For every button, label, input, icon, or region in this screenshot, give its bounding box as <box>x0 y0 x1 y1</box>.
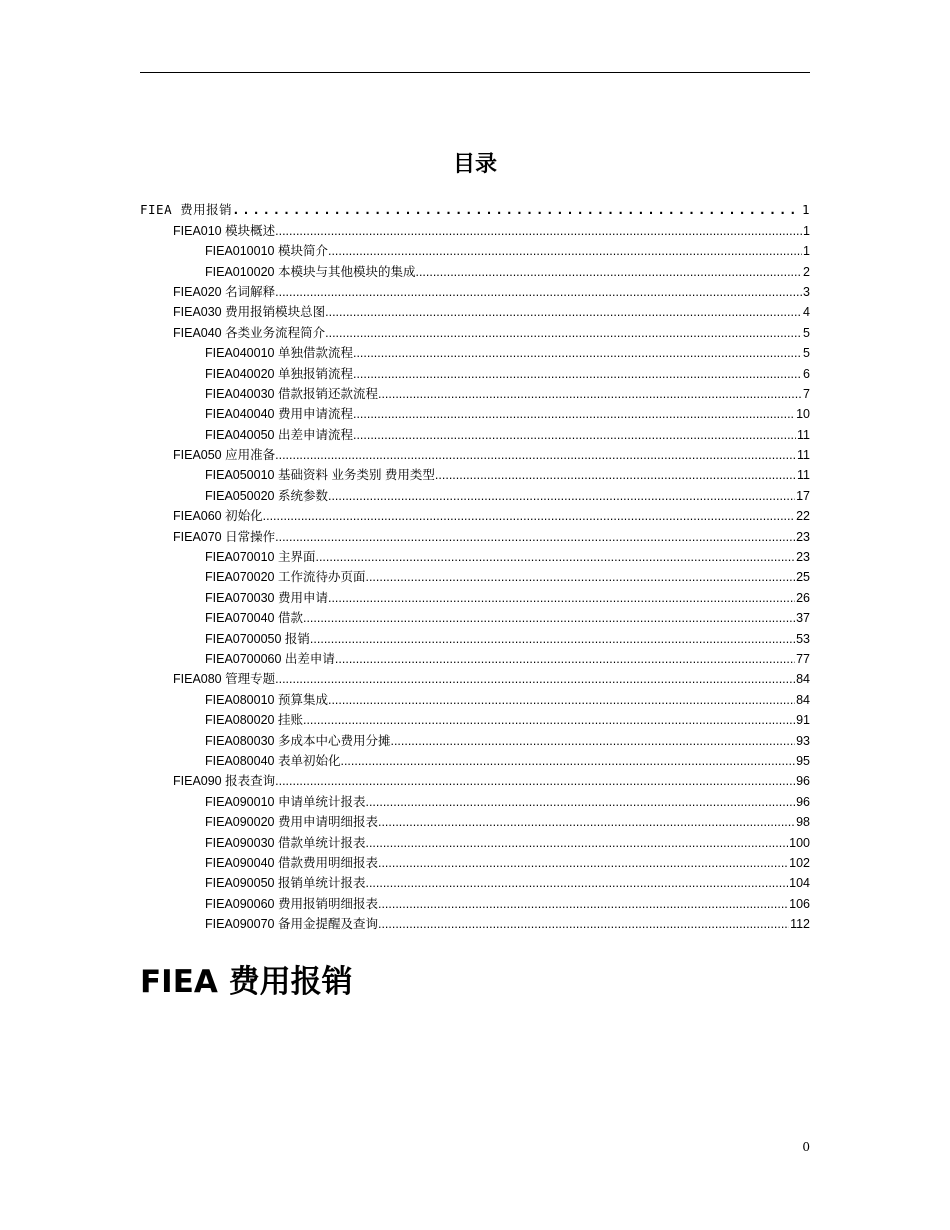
toc-dot-leader <box>353 425 796 445</box>
toc-entry-page: 6 <box>803 366 810 381</box>
toc-entry-title: FIEA070020 工作流待办页面 <box>205 570 366 585</box>
toc-entry[interactable] <box>140 363 810 383</box>
toc-dot-leader <box>325 323 802 343</box>
toc-entry[interactable] <box>140 751 810 771</box>
toc-entry-page: 93 <box>796 733 810 748</box>
toc-entry[interactable] <box>140 465 810 485</box>
toc-entry-title: FIEA080010 预算集成 <box>205 692 328 707</box>
toc-entry[interactable] <box>140 730 810 750</box>
toc-entry-title: FIEA040050 出差申请流程 <box>205 427 353 442</box>
toc-entry[interactable] <box>140 261 810 281</box>
toc-entry-title: FIEA040040 费用申请流程 <box>205 407 353 422</box>
toc-dot-leader <box>353 404 795 424</box>
toc-entry-title: FIEA070040 借款 <box>205 611 303 626</box>
toc-entry-title: FIEA090050 报销单统计报表 <box>205 876 366 891</box>
toc-dot-leader <box>390 731 795 751</box>
toc-entry[interactable] <box>140 689 810 709</box>
toc-dot-leader <box>325 302 802 322</box>
toc-entry-title: FIEA010010 模块简介 <box>205 244 328 259</box>
toc-entry-page: 104 <box>789 876 810 891</box>
toc-entry-page: 106 <box>789 896 810 911</box>
toc-dot-leader <box>328 588 795 608</box>
toc-entry[interactable] <box>140 914 810 934</box>
toc-entry-page: 96 <box>796 774 810 789</box>
toc-dot-leader <box>415 262 802 282</box>
toc-entry[interactable] <box>140 404 810 424</box>
toc-entry[interactable] <box>140 608 810 628</box>
toc-dot-leader <box>378 812 795 832</box>
toc-entry-page: 1 <box>803 244 810 259</box>
toc-entry-page: 53 <box>796 631 810 646</box>
toc-entry-page: 96 <box>796 794 810 809</box>
toc-entry[interactable] <box>140 669 810 689</box>
toc-dot-leader <box>275 445 796 465</box>
toc-entry-page: 1 <box>803 223 810 238</box>
toc-entry[interactable] <box>140 587 810 607</box>
toc-entry-title: FIEA040 各类业务流程简介 <box>173 325 326 340</box>
toc-entry-page: 102 <box>789 855 810 870</box>
toc-entry[interactable] <box>140 343 810 363</box>
toc-entry-page: 11 <box>797 468 810 483</box>
toc-entry-page: 17 <box>796 488 810 503</box>
toc-entry[interactable] <box>140 547 810 567</box>
toc-dot-leader <box>275 669 795 689</box>
toc-entry-page: 11 <box>797 448 810 463</box>
toc-entry[interactable] <box>140 485 810 505</box>
toc-entry-title: FIEA050 应用准备 <box>173 448 276 463</box>
section-heading: FIEA 费用报销 <box>140 964 353 1000</box>
toc-dot-leader <box>328 690 795 710</box>
toc-dot-leader <box>275 282 802 302</box>
toc-entry[interactable] <box>140 200 810 220</box>
toc-entry-page: 112 <box>790 917 810 932</box>
toc-entry[interactable] <box>140 445 810 465</box>
toc-entry-page: 26 <box>796 590 810 605</box>
toc-entry-page: 23 <box>796 550 810 565</box>
toc-dot-leader <box>365 792 795 812</box>
toc-entry[interactable] <box>140 282 810 302</box>
toc-entry[interactable] <box>140 526 810 546</box>
toc-entry-title: FIEA070 日常操作 <box>173 529 276 544</box>
toc-entry-page: 2 <box>803 264 810 279</box>
toc-entry[interactable] <box>140 302 810 322</box>
toc-dot-leader <box>275 221 802 241</box>
toc-entry[interactable] <box>140 322 810 342</box>
toc-entry-page: 23 <box>796 529 810 544</box>
toc-entry-title: FIEA060 初始化 <box>173 509 263 524</box>
toc-entry-title: FIEA010020 本模块与其他模块的集成 <box>205 264 416 279</box>
toc-entry-title: FIEA040030 借款报销还款流程 <box>205 386 378 401</box>
toc-entry-title: FIEA040010 单独借款流程 <box>205 346 353 361</box>
toc-entry[interactable] <box>140 853 810 873</box>
toc-dot-leader <box>365 873 788 893</box>
toc-entry-title: FIEA090070 备用金提醒及查询 <box>205 917 378 932</box>
table-of-contents <box>140 200 810 934</box>
toc-entry[interactable] <box>140 628 810 648</box>
toc-entry[interactable] <box>140 220 810 240</box>
toc-dot-leader <box>340 751 795 771</box>
toc-entry[interactable] <box>140 649 810 669</box>
toc-entry-page: 22 <box>796 509 810 524</box>
toc-dot-leader <box>232 200 801 220</box>
toc-entry-title: FIEA080040 表单初始化 <box>205 753 341 768</box>
toc-entry-title: FIEA090 报表查询 <box>173 774 276 789</box>
toc-entry-page: 3 <box>803 284 810 299</box>
toc-entry-title: FIEA080020 挂账 <box>205 713 303 728</box>
toc-entry-title: FIEA080 管理专题 <box>173 672 276 687</box>
toc-entry[interactable] <box>140 567 810 587</box>
toc-entry-page: 77 <box>796 651 810 666</box>
toc-entry[interactable] <box>140 873 810 893</box>
toc-entry-page: 5 <box>803 325 810 340</box>
toc-dot-leader <box>335 649 795 669</box>
toc-entry-title: FIEA080030 多成本中心费用分摊 <box>205 733 391 748</box>
toc-dot-leader <box>365 833 788 853</box>
toc-entry-title: FIEA030 费用报销模块总图 <box>173 305 326 320</box>
toc-entry-page: 37 <box>796 611 810 626</box>
toc-dot-leader <box>303 710 795 730</box>
toc-dot-leader <box>263 506 795 526</box>
toc-entry-title: FIEA070030 费用申请 <box>205 590 328 605</box>
toc-entry-page: 25 <box>796 570 810 585</box>
header-rule <box>140 72 810 73</box>
toc-entry[interactable] <box>140 832 810 852</box>
toc-entry-title: FIEA010 模块概述 <box>173 223 276 238</box>
toc-entry-title: FIEA090060 费用报销明细报表 <box>205 896 378 911</box>
toc-entry-title: FIEA050010 基础资料 业务类别 费用类型 <box>205 468 435 483</box>
toc-entry-page: 4 <box>803 305 810 320</box>
toc-dot-leader <box>328 486 795 506</box>
toc-entry[interactable] <box>140 791 810 811</box>
toc-entry-title: FIEA0700050 报销 <box>205 631 310 646</box>
toc-entry[interactable] <box>140 771 810 791</box>
toc-dot-leader <box>378 894 788 914</box>
toc-dot-leader <box>328 241 802 261</box>
toc-entry-title: FIEA090030 借款单统计报表 <box>205 835 366 850</box>
toc-dot-leader <box>275 527 795 547</box>
toc-dot-leader <box>353 343 802 363</box>
toc-entry-title: FIEA070010 主界面 <box>205 550 316 565</box>
toc-title: 目录 <box>452 152 497 177</box>
toc-dot-leader <box>310 629 795 649</box>
toc-dot-leader <box>378 384 802 404</box>
toc-entry-title: FIEA 费用报销 <box>140 202 233 218</box>
toc-entry-page: 100 <box>789 835 810 850</box>
page-number: 0 <box>802 1140 810 1154</box>
toc-entry-title: FIEA090040 借款费用明细报表 <box>205 855 378 870</box>
toc-entry-title: FIEA0700060 出差申请 <box>205 651 335 666</box>
toc-entry-page: 91 <box>796 713 810 728</box>
toc-dot-leader <box>353 364 802 384</box>
toc-entry-page: 95 <box>796 753 810 768</box>
toc-entry[interactable] <box>140 893 810 913</box>
toc-dot-leader <box>378 853 788 873</box>
toc-dot-leader <box>365 567 795 587</box>
toc-entry-page: 10 <box>796 407 810 422</box>
toc-entry-page: 84 <box>796 692 810 707</box>
toc-entry-page: 98 <box>796 815 810 830</box>
toc-entry[interactable] <box>140 812 810 832</box>
toc-entry-title: FIEA020 名词解释 <box>173 284 276 299</box>
toc-dot-leader <box>378 914 789 934</box>
toc-entry-page: 7 <box>803 386 810 401</box>
toc-dot-leader <box>315 547 795 567</box>
toc-entry-page: 11 <box>797 427 810 442</box>
toc-entry-page: 5 <box>803 346 810 361</box>
toc-entry-title: FIEA090020 费用申请明细报表 <box>205 815 378 830</box>
toc-dot-leader <box>435 465 796 485</box>
toc-dot-leader <box>303 608 795 628</box>
toc-entry[interactable] <box>140 241 810 261</box>
toc-entry-title: FIEA040020 单独报销流程 <box>205 366 353 381</box>
toc-entry-page: 1 <box>801 202 810 218</box>
toc-entry-title: FIEA090010 申请单统计报表 <box>205 794 366 809</box>
toc-entry[interactable] <box>140 384 810 404</box>
toc-entry[interactable] <box>140 506 810 526</box>
toc-entry[interactable] <box>140 424 810 444</box>
toc-entry-page: 84 <box>796 672 810 687</box>
toc-entry[interactable] <box>140 710 810 730</box>
toc-entry-title: FIEA050020 系统参数 <box>205 488 328 503</box>
toc-dot-leader <box>275 771 795 791</box>
